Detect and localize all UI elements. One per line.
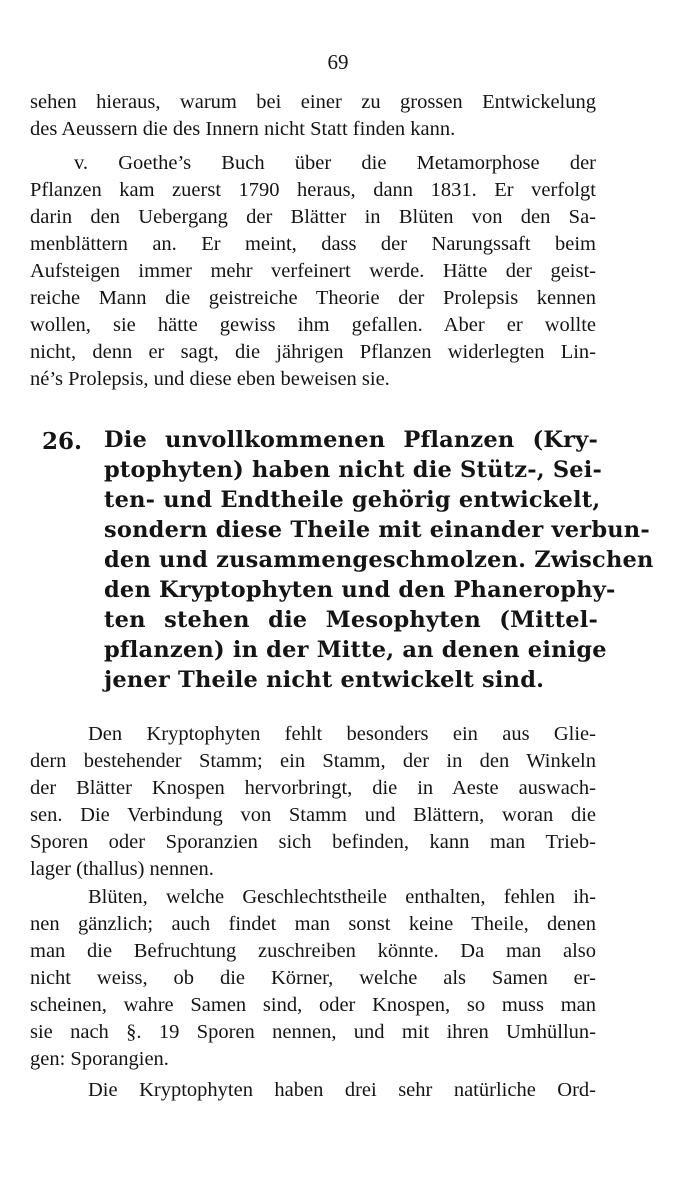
text-line: Blüten, welche Geschlechtstheile enthalten, fehlen ih- (88, 886, 596, 908)
text-line: nen gänzlich; auch findet man sonst keine Theile, denen (30, 913, 596, 935)
text-line: reiche Mann die geistreiche Theorie der Prolepsis kennen (30, 287, 596, 309)
text-line: sen. Die Verbindung von Stamm und Blättern, woran die (30, 804, 596, 826)
text-line: Sporen oder Sporanzien sich befinden, kann man Trieb- (30, 831, 596, 853)
section-line: den Kryptophyten und den Phanerophy- (104, 577, 616, 603)
text-line: gen: Sporangien. (30, 1048, 169, 1070)
section-number: 26. (42, 428, 83, 455)
text-line: sehen hieraus, warum bei einer zu grossen Entwickelung (30, 91, 596, 113)
text-line: wollen, sie hätte gewiss ihm gefallen. Aber er wollte (30, 314, 596, 336)
section-line: ten stehen die Mesophyten (Mittel- (104, 607, 598, 633)
text-line: des Aeussern die des Innern nicht Statt finden kann. (30, 118, 456, 140)
section-line: ptophyten) haben nicht die Stütz-, Sei- (104, 457, 603, 483)
text-line: nicht weiss, ob die Körner, welche als Samen er- (30, 967, 596, 989)
text-line: lager (thallus) nennen. (30, 858, 214, 880)
page-number: 69 (327, 50, 349, 74)
text-line: v. Goethe’s Buch über die Metamorphose der (74, 152, 596, 174)
text-line: Aufsteigen immer mehr verfeinert werde. Hätte der geist- (30, 260, 596, 282)
text-line: menblättern an. Er meint, dass der Narungssaft beim (30, 233, 596, 255)
text-line: darin den Uebergang der Blätter in Blüten von den Sa- (30, 206, 596, 228)
section-line: den und zusammengeschmolzen. Zwischen (104, 547, 654, 573)
text-line: né’s Prolepsis, und diese eben beweisen sie. (30, 368, 390, 390)
text-line: Pflanzen kam zuerst 1790 heraus, dann 1831. Er verfolgt (30, 179, 596, 201)
text-line: scheinen, wahre Samen sind, oder Knospen, so muss man (30, 994, 596, 1016)
text-line: man die Befruchtung zuschreiben könnte. Da man also (30, 940, 596, 962)
text-line: Die Kryptophyten haben drei sehr natürliche Ord- (88, 1079, 596, 1101)
text-line: nicht, denn er sagt, die jährigen Pflanzen widerlegten Lin- (30, 341, 596, 363)
section-line: ten- und Endtheile gehörig entwickelt, (104, 487, 601, 513)
section-line: jener Theile nicht entwickelt sind. (104, 667, 545, 693)
text-line: Den Kryptophyten fehlt besonders ein aus Glie- (88, 723, 596, 745)
text-line: dern bestehender Stamm; ein Stamm, der in den Winkeln (30, 750, 596, 772)
section-line: sondern diese Theile mit einander verbun- (104, 517, 650, 543)
section-line: pflanzen) in der Mitte, an denen einige (104, 637, 607, 663)
section-line: Die unvollkommenen Pflanzen (Kry- (104, 427, 598, 453)
text-line: der Blätter Knospen hervorbringt, die in Aeste auswach- (30, 777, 596, 799)
text-line: sie nach §. 19 Sporen nennen, und mit ihren Umhüllun- (30, 1021, 596, 1043)
